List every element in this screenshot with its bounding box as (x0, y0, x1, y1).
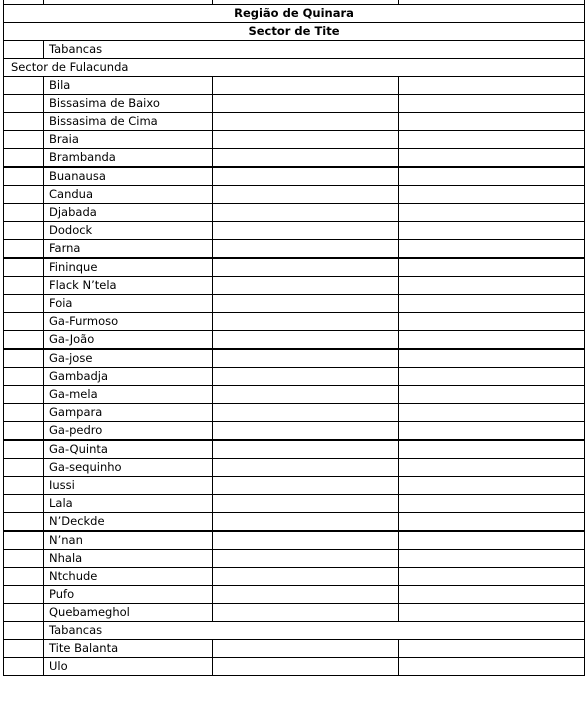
table-cell (213, 477, 399, 495)
tabanca-name: Lala (44, 495, 213, 513)
table-row (4, 550, 585, 568)
table-cell (399, 658, 585, 676)
table-cell (399, 640, 585, 658)
tabanca-name: Fininque (44, 258, 213, 277)
table-cell (213, 568, 399, 586)
tabanca-name: Flack N’tela (44, 277, 213, 295)
table-cell (213, 95, 399, 113)
table-cell (213, 495, 399, 513)
table-cell (4, 404, 44, 422)
table-row (4, 368, 585, 386)
table-row (4, 477, 585, 495)
tabanca-name: Tite Balanta (44, 640, 213, 658)
tabanca-name: Pufo (44, 586, 213, 604)
table-row (4, 313, 585, 331)
table-row (4, 277, 585, 295)
table-cell (399, 349, 585, 368)
table-cell (399, 604, 585, 622)
table-cell (399, 440, 585, 459)
table-cell (213, 277, 399, 295)
table-cell (213, 531, 399, 550)
table-cell (4, 550, 44, 568)
tabanca-name: Ga-Quinta (44, 440, 213, 459)
table-cell (213, 404, 399, 422)
table-cell (213, 204, 399, 222)
table-cell (399, 368, 585, 386)
table-cell (399, 477, 585, 495)
table-cell (399, 459, 585, 477)
table-cell (4, 586, 44, 604)
table-row (4, 568, 585, 586)
table-row (4, 77, 585, 95)
table-cell (4, 440, 44, 459)
table-cell (399, 313, 585, 331)
table-row (4, 658, 585, 676)
table-row (4, 222, 585, 240)
tabancas-header-row (4, 41, 585, 59)
table-cell (213, 513, 399, 532)
subsector-row (4, 59, 585, 77)
table-cell (399, 550, 585, 568)
table-row (4, 186, 585, 204)
table-cell (399, 186, 585, 204)
table-cell (4, 658, 44, 676)
tabancas-header-label: Tabancas (44, 622, 585, 640)
tabanca-name: Gampara (44, 404, 213, 422)
tabanca-name: Quebameghol (44, 604, 213, 622)
table-cell (4, 313, 44, 331)
table-row (4, 240, 585, 259)
table-cell (213, 113, 399, 131)
tabanca-name: Ulo (44, 658, 213, 676)
sector-row (4, 23, 585, 41)
table-cell (213, 258, 399, 277)
table-cell (213, 167, 399, 186)
tabanca-name: Ga-sequinho (44, 459, 213, 477)
table-row (4, 640, 585, 658)
table-row (4, 258, 585, 277)
tabanca-name: Ga-João (44, 331, 213, 350)
table-cell (4, 240, 44, 259)
table-row (4, 349, 585, 368)
table-cell (4, 167, 44, 186)
table-row (4, 404, 585, 422)
tabanca-name: Ga-mela (44, 386, 213, 404)
table-row (4, 513, 585, 532)
tabanca-name: Bissasima de Cima (44, 113, 213, 131)
table-cell (213, 331, 399, 350)
table-cell (4, 622, 44, 640)
table-cell (4, 640, 44, 658)
tabanca-name: N’nan (44, 531, 213, 550)
tabanca-name: Nhala (44, 550, 213, 568)
table-cell (4, 422, 44, 441)
table-cell (213, 440, 399, 459)
tabanca-name: Bila (44, 77, 213, 95)
table-cell (399, 513, 585, 532)
table-cell (213, 349, 399, 368)
table-row (4, 531, 585, 550)
table-cell (213, 131, 399, 149)
table-cell (213, 240, 399, 259)
tabancas-header-label: Tabancas (44, 41, 585, 59)
table-cell (4, 513, 44, 532)
table-cell (213, 459, 399, 477)
table-row (4, 149, 585, 168)
table-cell (399, 204, 585, 222)
tabanca-name: Candua (44, 186, 213, 204)
table-cell (399, 531, 585, 550)
table-cell (4, 77, 44, 95)
table-row (4, 440, 585, 459)
table-row (4, 495, 585, 513)
table-cell (213, 222, 399, 240)
table-cell (399, 404, 585, 422)
tabanca-name: Dodock (44, 222, 213, 240)
table-cell (213, 422, 399, 441)
table-row (4, 295, 585, 313)
table-row (4, 422, 585, 441)
table-cell (399, 131, 585, 149)
subsector-title: Sector de Fulacunda (4, 59, 585, 77)
tabancas-header-row (4, 622, 585, 640)
region-row (4, 5, 585, 23)
tabanca-name: Foia (44, 295, 213, 313)
table-cell (213, 149, 399, 168)
table-cell (4, 113, 44, 131)
table-cell (399, 568, 585, 586)
table-row (4, 95, 585, 113)
sector-title: Sector de Tite (4, 23, 585, 41)
table-cell (4, 531, 44, 550)
table-cell (399, 331, 585, 350)
tabanca-name: Brambanda (44, 149, 213, 168)
table-row (4, 204, 585, 222)
table-cell (213, 550, 399, 568)
table-cell (4, 222, 44, 240)
table-cell (4, 204, 44, 222)
table-cell (4, 131, 44, 149)
table-cell (399, 295, 585, 313)
table-cell (4, 149, 44, 168)
table-cell (399, 113, 585, 131)
table-cell (4, 331, 44, 350)
table-cell (4, 258, 44, 277)
tabanca-name: Iussi (44, 477, 213, 495)
table-cell (399, 495, 585, 513)
tabanca-name: Ga-Furmoso (44, 313, 213, 331)
table-cell (4, 568, 44, 586)
table-cell (4, 495, 44, 513)
table-row (4, 586, 585, 604)
table-cell (213, 295, 399, 313)
table-row (4, 604, 585, 622)
table-cell (4, 277, 44, 295)
table-cell (4, 604, 44, 622)
table-cell (4, 349, 44, 368)
tabancas-table-body (4, 0, 585, 676)
table-cell (213, 640, 399, 658)
table-cell (213, 604, 399, 622)
table-cell (399, 258, 585, 277)
table-cell (399, 167, 585, 186)
table-cell (399, 277, 585, 295)
table-cell (399, 222, 585, 240)
table-row (4, 331, 585, 350)
tabanca-name: Ga-jose (44, 349, 213, 368)
tabanca-name: Ntchude (44, 568, 213, 586)
tabanca-name: Djabada (44, 204, 213, 222)
table-cell (213, 386, 399, 404)
tabanca-name: Gambadja (44, 368, 213, 386)
table-cell (213, 658, 399, 676)
table-cell (4, 95, 44, 113)
table-cell (213, 586, 399, 604)
table-row (4, 386, 585, 404)
table-cell (4, 295, 44, 313)
table-row (4, 167, 585, 186)
table-cell (399, 95, 585, 113)
tabanca-name: Braia (44, 131, 213, 149)
tabanca-name: Bissasima de Baixo (44, 95, 213, 113)
tabanca-name: N’Deckde (44, 513, 213, 532)
table-cell (4, 41, 44, 59)
table-cell (213, 313, 399, 331)
table-cell (399, 77, 585, 95)
table-cell (399, 149, 585, 168)
tabanca-name: Ga-pedro (44, 422, 213, 441)
tabanca-name: Farna (44, 240, 213, 259)
table-cell (4, 459, 44, 477)
table-cell (213, 186, 399, 204)
table-cell (213, 368, 399, 386)
tabancas-table (3, 0, 585, 676)
table-cell (213, 77, 399, 95)
table-cell (4, 386, 44, 404)
table-cell (4, 368, 44, 386)
table-row (4, 113, 585, 131)
table-cell (399, 240, 585, 259)
tabanca-name: Buanausa (44, 167, 213, 186)
table-row (4, 459, 585, 477)
table-cell (4, 477, 44, 495)
table-cell (4, 186, 44, 204)
table-cell (399, 586, 585, 604)
region-title: Região de Quinara (4, 5, 585, 23)
table-cell (399, 386, 585, 404)
table-cell (399, 422, 585, 441)
table-row (4, 131, 585, 149)
